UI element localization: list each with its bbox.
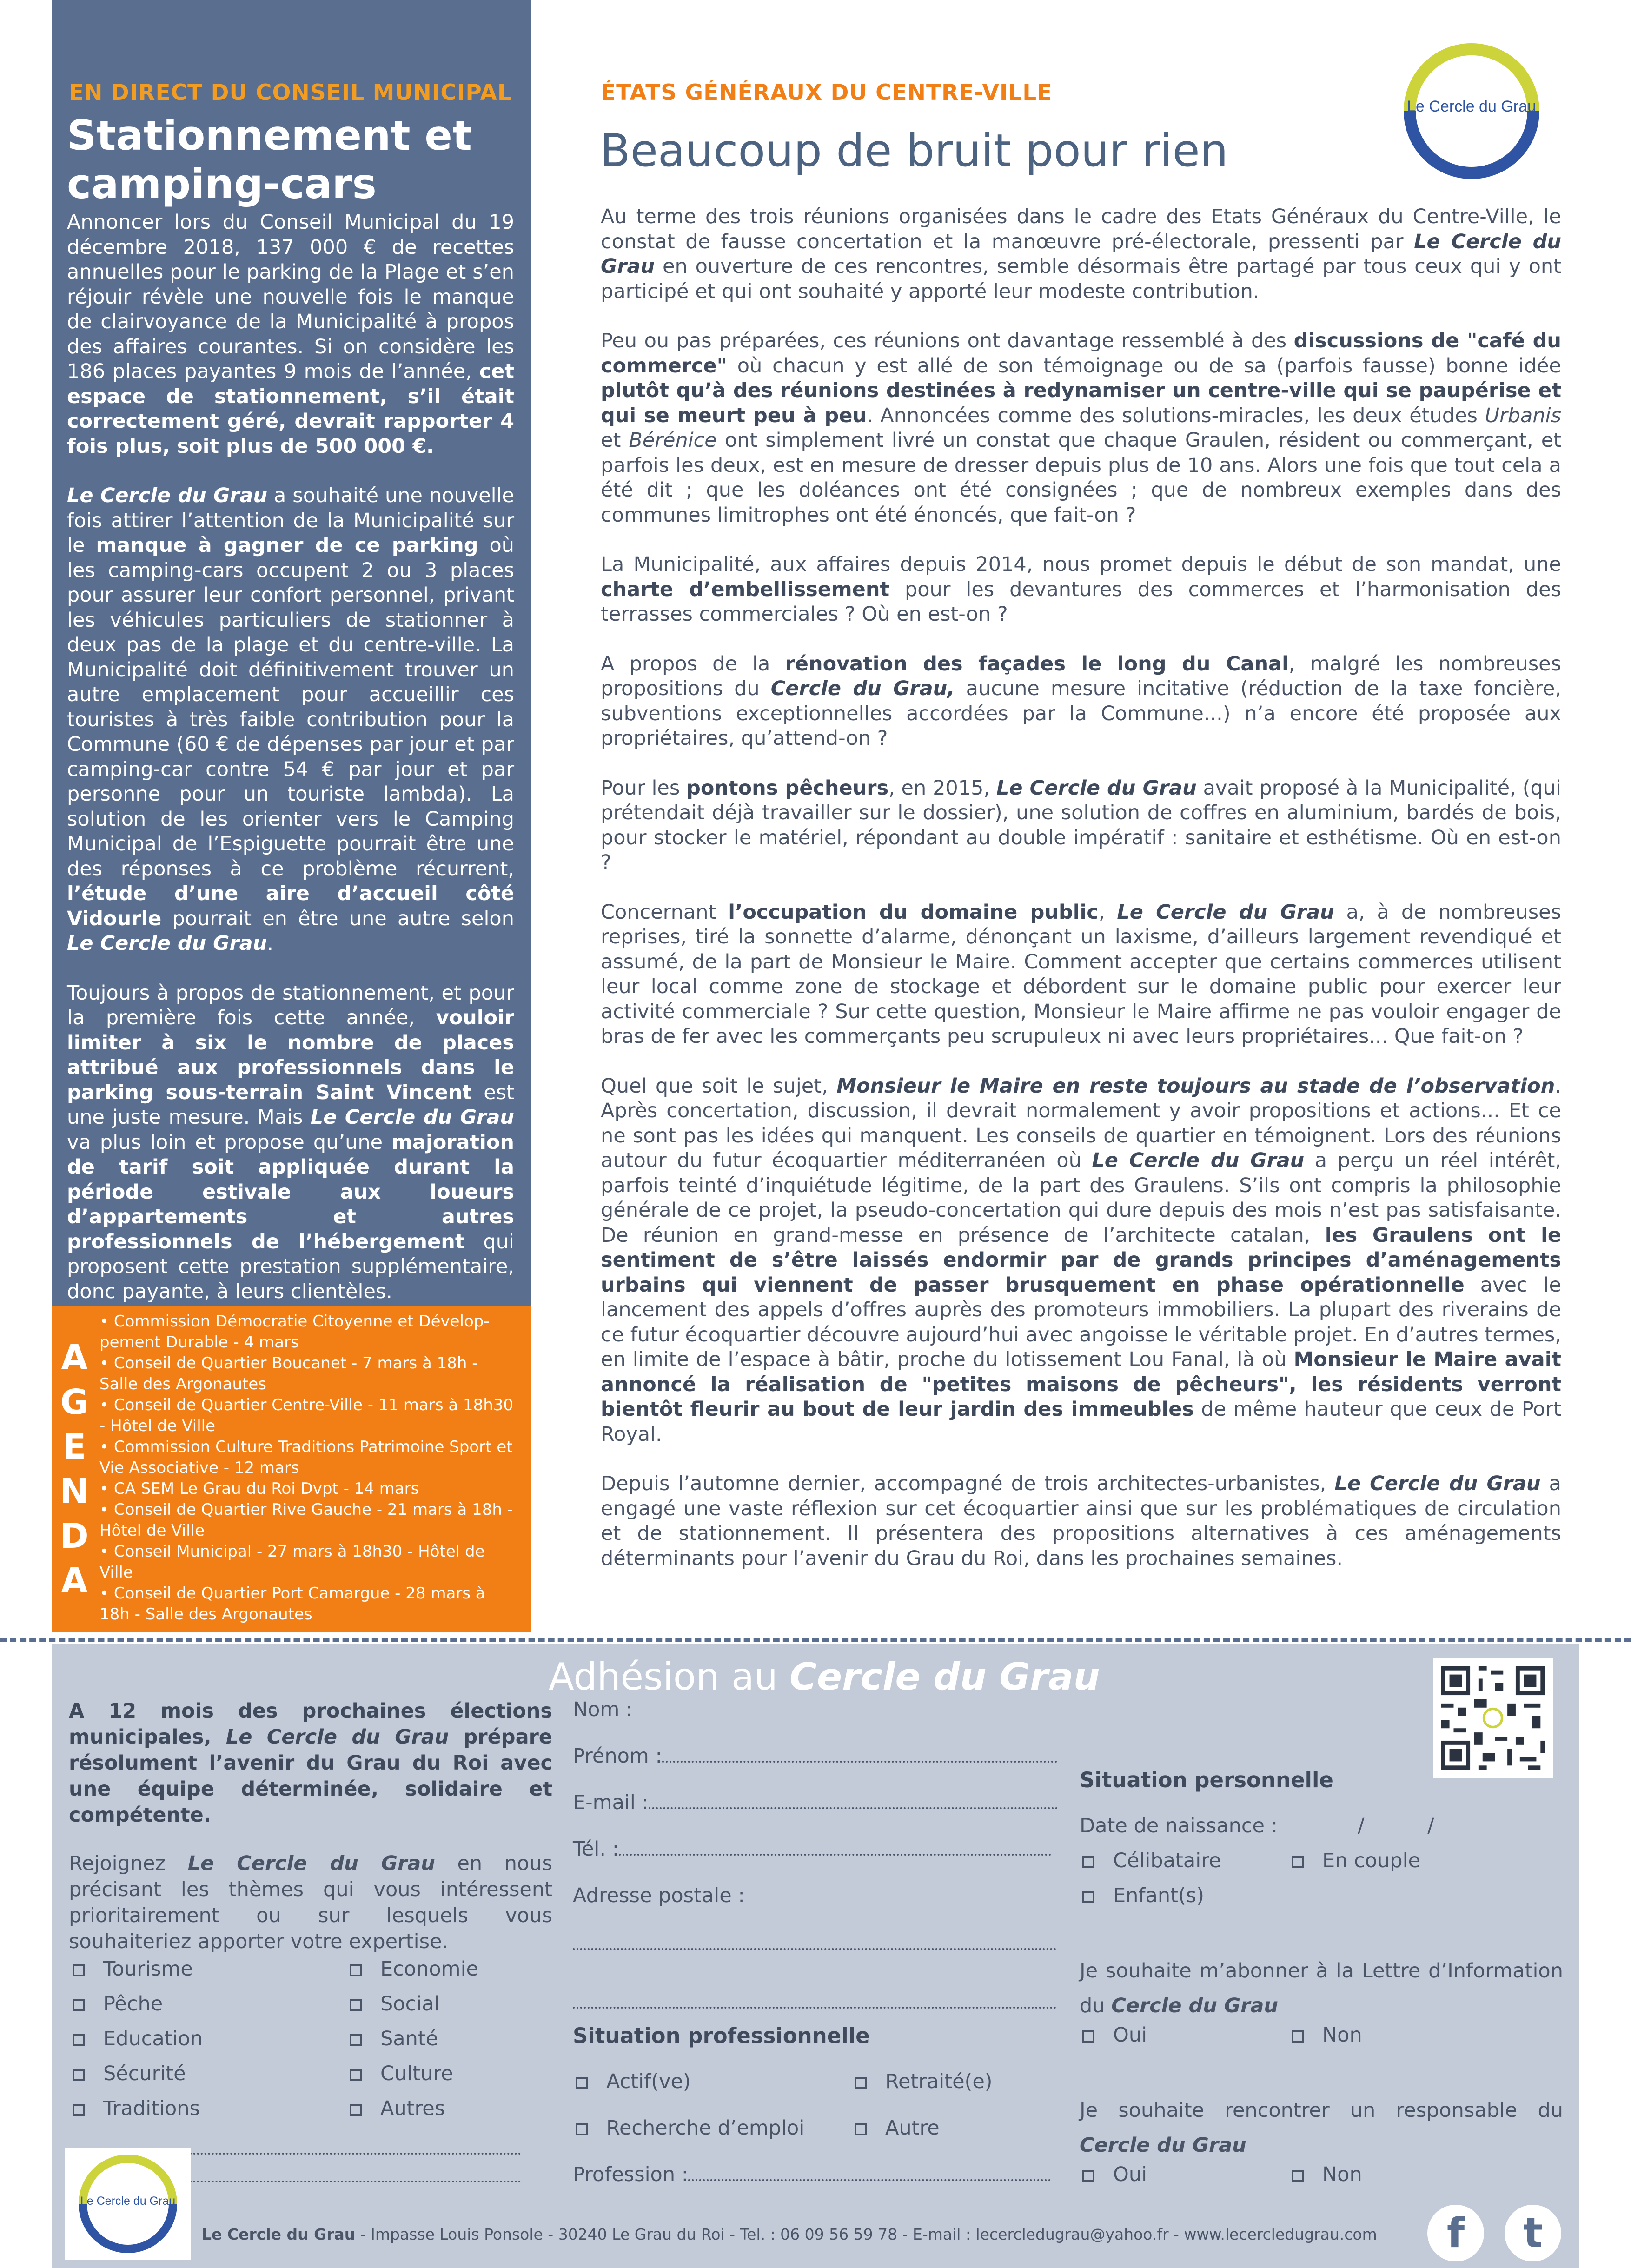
article-paragraph: [601, 900, 1561, 1049]
checkbox-icon[interactable]: [1292, 2030, 1304, 2043]
text-run: a perçu un réel intérêt, parfois teinté d’inquiétude légitime, de la part des Graulens. S’ils ont compris la philosophie générale de ce projet, la pseudo-concertation qui dure depuis des mois n’est pas satisfaisante. De réunion en grand-messe en présence de l’architecte catalan,: [601, 1149, 1561, 1247]
agenda-letter: E: [62, 1427, 86, 1467]
sidebar-paragraph: [67, 484, 514, 956]
text-run-brand: Le Cercle du Grau: [1092, 1149, 1305, 1172]
adresse-line[interactable]: [573, 1948, 1056, 1950]
text-run-bold: discussions de "café du commerce": [601, 329, 1561, 378]
text-run-bold: charte d’embellissement: [601, 577, 890, 601]
field-line[interactable]: [649, 1807, 1058, 1809]
text-run: A 12 mois des prochaines élections municipales,: [69, 1699, 552, 1749]
theme-checkbox-traditions[interactable]: [73, 2097, 200, 2120]
checkbox-label: Pêche: [103, 1992, 163, 2016]
checkbox-icon[interactable]: [855, 2123, 867, 2135]
cut-line-divider: [0, 1638, 1631, 1642]
text-run: et: [601, 429, 629, 452]
text-run-brand: Le Cercle du Grau: [601, 230, 1561, 278]
text-run: aucune mesure incitative (réduction de la taxe foncière, subventions exceptionnelles accordées par la Commune...) n’a encore été proposée aux propriétaires, qu’attend-on ?: [601, 677, 1561, 750]
agenda-item: • Commission Démocratie Citoyenne et Dévelop-pement Durable - 4 mars: [99, 1312, 490, 1352]
article-paragraph: [601, 1472, 1561, 1571]
text-run-bold: l’occupation du domaine public: [728, 900, 1099, 924]
text-run-brand: Le Cercle du Grau: [225, 1725, 449, 1749]
theme-checkbox-social[interactable]: [350, 1992, 440, 2016]
text-run-brand: Le Cercle du Grau: [67, 484, 268, 507]
text-run: où les camping-cars occupent 2 ou 3 places pour assurer leur confort personnel, privant les véhicules particuliers de stationner à deux pas de la plage et du centre-ville. La Municipalité doit définitivement trouver un autre emplacement pour accueillir ces touristes à très faible contribution pour la Commune (60 € de dépenses par jour et par camping-car contre 54 € par jour et par personne pour un touriste lambda). La solution de les orienter vers le Camping Municipal de l’Espiguette pourrait être une des réponses à ce problème récurrent,: [67, 534, 515, 881]
text-run: , en 2015,: [888, 776, 996, 800]
text-run: Je souhaite m’abonner à la Lettre d’Information du: [1080, 1959, 1563, 2017]
text-run-bold: Le Cercle du Grau: [202, 2225, 356, 2243]
checkbox-icon[interactable]: [350, 2034, 362, 2046]
text-run-italic: Bérénice: [629, 429, 717, 452]
text-run: a souhaité une nouvelle fois attirer l’attention de la Municipalité sur le: [67, 484, 514, 557]
adresse-field[interactable]: [573, 1884, 745, 1907]
sidebar-paragraph: [67, 981, 514, 1305]
checkbox-icon[interactable]: [73, 2034, 85, 2046]
tel-field[interactable]: [573, 1837, 1051, 1861]
text-run-brand: Le Cercle du Grau: [67, 932, 267, 955]
text-run-bold: cet espace de stationnement, s’il était correctement géré, devrait rapporter 4 fois plus, soit plus de 500 000 €.: [67, 360, 514, 458]
text-run: avait proposé à la Municipalité, (qui prétendait déjà travailler sur le dossier), une solution de coffres en aluminium, bardés de bois, pour stocker le matériel, répondant au double impératif : sanitaire et esthétisme. Où en est-on ?: [601, 776, 1561, 874]
meet-checkbox-oui[interactable]: [1082, 2163, 1147, 2186]
article-kicker: ÉTATS GÉNÉRAUX DU CENTRE-VILLE: [601, 80, 1053, 106]
perso-checkbox-celibataire[interactable]: [1082, 1849, 1221, 1872]
field-label: Adresse postale :: [573, 1884, 745, 1907]
checkbox-icon[interactable]: [1082, 1856, 1094, 1868]
sidebar-title: Stationnement et camping-cars: [67, 112, 472, 208]
facebook-icon[interactable]: f: [1427, 2205, 1484, 2261]
article-paragraph: [601, 329, 1561, 528]
theme-checkbox-autres[interactable]: [350, 2097, 445, 2120]
theme-checkbox-tourisme[interactable]: [73, 1957, 193, 1981]
meet-question: [1080, 2093, 1563, 2163]
text-run: Concernant: [601, 900, 729, 924]
checkbox-label: Sécurité: [103, 2062, 186, 2085]
agenda-item: • Conseil de Quartier Centre-Ville - 11 mars à 18h30 - Hôtel de Ville: [99, 1396, 514, 1435]
checkbox-label: Retraité(e): [885, 2070, 993, 2093]
text-run: prépare résolument l’avenir du Grau du Roi avec une équipe déterminée, solidaire et compétente.: [69, 1725, 552, 1827]
article-paragraph: [601, 552, 1561, 627]
field-line[interactable]: [688, 2179, 1051, 2181]
pro-checkbox-retraite[interactable]: [855, 2070, 993, 2093]
agenda-vertical-title: [56, 1335, 93, 1603]
twitter-icon[interactable]: t: [1505, 2205, 1561, 2261]
field-label: Tél. :: [573, 1837, 619, 1861]
text-run: .: [267, 932, 273, 955]
checkbox-icon[interactable]: [350, 2104, 362, 2116]
text-run-brand: Le Cercle du Grau: [996, 776, 1197, 800]
article-paragraph: [601, 1074, 1561, 1447]
checkbox-label: Economie: [380, 1957, 478, 1981]
text-run: Peu ou pas préparées, ces réunions ont davantage ressemblé à des: [601, 329, 1294, 352]
text-run: qui proposent cette prestation supplémentaire, donc payante, à leurs clientèles.: [67, 1230, 514, 1303]
cercle-logo: [1399, 39, 1544, 183]
newsletter-checkbox-oui[interactable]: [1082, 2023, 1147, 2047]
field-line[interactable]: [662, 1761, 1057, 1763]
checkbox-icon[interactable]: [1082, 2030, 1094, 2043]
text-run-bold: les Graulens ont le sentiment de s’être laissés endormir par de grands principes d’aménagements urbains qui viennent de passer brusquement en phase opérationnelle: [601, 1223, 1561, 1297]
theme-checkbox-economie[interactable]: [350, 1957, 478, 1981]
text-run-italic: Urbanis: [1485, 404, 1561, 427]
text-run: va plus loin et propose qu’une: [67, 1130, 392, 1154]
text-run: - Impasse Louis Ponsole - 30240 Le Grau du Roi - Tel. : 06 09 56 59 78 - E-mail : lecercledugrau@yahoo.fr - www.lecercledugrau.com: [355, 2225, 1377, 2243]
text-run-brand: Le Cercle du Grau: [310, 1106, 514, 1129]
pro-checkbox-actif[interactable]: [576, 2070, 691, 2093]
article-paragraph: [601, 652, 1561, 751]
text-run: ,: [1098, 900, 1117, 924]
form-intro: [69, 1698, 552, 1977]
text-run: ont simplement livré un constat que chaque Graulen, résident ou commerçant, et parfois les deux, est en mesure de dresser depuis plus de 10 ans. Alors une fois que tout cela a été dit ; que les doléances ont été consignées ; que de nombreux exemples dans des communes limitrophes ont été énoncés, que fait-on ?: [601, 429, 1562, 527]
text-run: Adhésion au: [549, 1655, 790, 1698]
checkbox-icon[interactable]: [73, 1999, 85, 2011]
text-run-bold: Monsieur le Maire avait annoncé la réalisation de "petites maisons de pêcheurs", les résidents verront bientôt fleurir au bout de leur jardin des immeubles: [601, 1348, 1561, 1421]
checkbox-icon[interactable]: [350, 1964, 362, 1976]
checkbox-label: Oui: [1113, 2023, 1147, 2047]
free-text-line[interactable]: [186, 2181, 521, 2182]
agenda-letter: G: [60, 1382, 89, 1422]
text-run: Au terme des trois réunions organisées dans le cadre des Etats Généraux du Centre-Ville, le constat de fausse concertation et la manœuvre pré-électorale, pressenti par: [601, 205, 1561, 253]
checkbox-label: En couple: [1322, 1849, 1420, 1872]
text-run-bold: pontons pêcheurs: [686, 776, 889, 800]
text-run-brand: Cercle du Grau: [1080, 2134, 1246, 2157]
agenda-letter: A: [61, 1561, 88, 1601]
agenda-letter: D: [60, 1516, 89, 1556]
checkbox-icon[interactable]: [1082, 2170, 1094, 2182]
text-run: A propos de la: [601, 652, 785, 676]
text-run: avec le lancement des appels d’offres auprès des promoteurs immobiliers. La plupart des riverains de ce futur écoquartier découvre aujourd’hui avec angoisse le véritable projet. En d’autres termes, en limite de l’espace à bâtir, proche du lotissement Lou Fanal, là où: [601, 1273, 1561, 1371]
checkbox-icon[interactable]: [73, 2104, 85, 2116]
pro-checkbox-autre[interactable]: [855, 2116, 940, 2140]
text-run-brand: Le Cercle du Grau: [1334, 1472, 1541, 1495]
qr-code-icon: [1433, 1658, 1553, 1778]
agenda-item: • Conseil de Quartier Boucanet - 7 mars à 18h - Salle des Argonautes: [99, 1354, 478, 1393]
agenda-letter: N: [60, 1472, 89, 1512]
perso-checkbox-en-couple[interactable]: [1292, 1849, 1420, 1872]
birthdate-separator: /: [1358, 1814, 1365, 1837]
agenda-list: [99, 1311, 518, 1625]
pro-checkbox-recherche[interactable]: [576, 2116, 804, 2140]
birthdate-separator: /: [1427, 1814, 1434, 1837]
text-run: . Après concertation, discussion, il devrait normalement y avoir propositions et actions... Et ce ne sont pas les idées qui manquent. Les conseils de quartier en témoignent. Lors des réunions autour du futur écoquartier méditerranéen où: [601, 1074, 1561, 1172]
agenda-item: • Conseil de Quartier Rive Gauche - 21 mars à 18h - Hôtel de Ville: [99, 1500, 513, 1540]
article-paragraph: [601, 205, 1561, 304]
field-label: Date de naissance :: [1080, 1814, 1278, 1837]
prenom-field[interactable]: [573, 1744, 1057, 1768]
text-run: en nous précisant les thèmes qui vous intéressent prioritairement ou sur lesquels vous souhaiteriez apporter votre expertise.: [69, 1852, 552, 1953]
theme-checkbox-peche[interactable]: [73, 1992, 163, 2016]
checkbox-icon[interactable]: [350, 1999, 362, 2011]
text-run-brand: Le Cercle du Grau: [1117, 900, 1334, 924]
checkbox-label: Santé: [380, 2027, 438, 2050]
checkbox-label: Actif(ve): [606, 2070, 691, 2093]
checkbox-icon[interactable]: [73, 2069, 85, 2081]
checkbox-label: Tourisme: [103, 1957, 193, 1981]
text-run-bold: l’étude d’une aire d’accueil côté Vidourle: [67, 882, 514, 930]
text-run: Toujours à propos de stationnement, et pour la première fois cette année,: [67, 981, 514, 1029]
logo-text: Le Cercle du Grau: [1407, 98, 1536, 115]
agenda-item: • Conseil Municipal - 27 mars à 18h30 - Hôtel de Ville: [99, 1542, 485, 1582]
text-run: a engagé une vaste réflexion sur cet écoquartier ainsi que sur les problématiques de circulation et de stationnement. Il présentera des propositions alternatives à ces aménagements déterminants pour l’avenir du Grau du Roi, dans les prochaines semaines.: [601, 1472, 1561, 1570]
text-run: , malgré les nombreuses propositions du: [601, 652, 1562, 700]
form-intro-paragraph: [69, 1698, 552, 1828]
field-label: Nom :: [573, 1698, 633, 1721]
text-run: La Municipalité, aux affaires depuis 2014, nous promet depuis le début de son mandat, une: [601, 553, 1561, 576]
article-paragraph: [601, 776, 1561, 875]
profession-field[interactable]: [573, 2163, 1051, 2186]
theme-checkbox-sante[interactable]: [350, 2027, 438, 2050]
text-run-bold: rénovation des façades le long du Canal: [785, 652, 1289, 676]
text-run-bold: plutôt qu’à des réunions destinées à redynamiser un centre-ville qui se paupérise et qui se meurt peu à peu: [601, 379, 1561, 427]
form-title: [549, 1655, 1200, 1698]
checkbox-label: Oui: [1113, 2163, 1147, 2186]
text-run: Quel que soit le sujet,: [601, 1074, 837, 1098]
text-run: où chacun y est allé de son témoignage ou de sa (parfois fausse) bonne idée: [727, 354, 1561, 378]
nom-field[interactable]: [573, 1698, 633, 1721]
newsletter-question: [1080, 1954, 1563, 2023]
text-run: a, à de nombreuses reprises, tiré la sonnette d’alarme, dénonçant un laxisme, d’ailleurs largement revendiqué et assumé, de la part de Monsieur le Maire. Comment accepter que certains commerces utilisent leur local comme zone de stockage et débordent sur le domaine public pour exercer leur activité commerciale ? Sur cette question, Monsieur le Maire affirme ne pas vouloir engager de bras de fer avec les commerçants peu scrupuleux ni avec leurs propriétaires... Que fait-on ?: [601, 900, 1561, 1048]
theme-checkbox-securite[interactable]: [73, 2062, 186, 2085]
checkbox-icon[interactable]: [576, 2077, 588, 2089]
qr-code[interactable]: [1433, 1658, 1553, 1778]
birthdate-field[interactable]: [1080, 1814, 1278, 1837]
theme-checkbox-culture[interactable]: [350, 2062, 453, 2085]
adresse-line[interactable]: [573, 2007, 1056, 2009]
text-run-brand: Cercle du Grau: [789, 1655, 1100, 1698]
text-run: en ouverture de ces rencontres, semble désormais être partagé par tous ceux qui y ont participé et qui ont souhaité y apporté leur modeste contribution.: [601, 255, 1561, 303]
checkbox-icon[interactable]: [73, 1964, 85, 1976]
sidebar-paragraph: [67, 210, 514, 459]
checkbox-icon[interactable]: [1292, 2170, 1304, 2182]
field-line[interactable]: [619, 1854, 1051, 1856]
checkbox-label: Social: [380, 1992, 440, 2016]
checkbox-icon[interactable]: [855, 2077, 867, 2089]
situation-perso-title: Situation personnelle: [1080, 1768, 1333, 1792]
text-run-brand: Cercle du Grau,: [770, 677, 955, 700]
agenda-letter: A: [61, 1338, 88, 1378]
agenda-item: • Commission Culture Traditions Patrimoine Sport et Vie Associative - 12 mars: [99, 1438, 513, 1477]
checkbox-label: Non: [1322, 2163, 1362, 2186]
checkbox-label: Culture: [380, 2062, 453, 2085]
checkbox-label: Recherche d’emploi: [606, 2116, 805, 2140]
text-run-brand: Monsieur le Maire en reste toujours au stade de l’observation: [836, 1074, 1555, 1098]
text-run: pour les devantures des commerces et l’harmonisation des terrasses commerciales ? Où en est-on ?: [601, 577, 1561, 626]
theme-checkbox-education[interactable]: [73, 2027, 203, 2050]
text-run: Annoncer lors du Conseil Municipal du 19 décembre 2018, 137 000 € de recettes annuelles pour le parking de la Plage et s’en réjouir révèle une nouvelle fois le manque de clairvoyance de la Municipalité à propos des affaires courantes. Si on considère les 186 places payantes 9 mois de l’année,: [67, 211, 514, 383]
field-label: Prénom :: [573, 1744, 662, 1768]
situation-pro-title: Situation professionnelle: [573, 2023, 870, 2048]
sidebar-kicker: EN DIRECT DU CONSEIL MUNICIPAL: [69, 80, 512, 106]
checkbox-label: Autres: [380, 2097, 445, 2120]
text-run-bold: vouloir limiter à six le nombre de places attribué aux professionnels dans le parking sous-terrain Saint Vincent: [67, 1006, 514, 1104]
text-run-bold: manque à gagner de ce parking: [96, 534, 478, 557]
sidebar-body: [67, 210, 514, 1329]
checkbox-icon[interactable]: [350, 2069, 362, 2081]
text-run: pourrait en être une autre selon: [161, 907, 514, 930]
text-run: Pour les: [601, 776, 687, 800]
agenda-item: • Conseil de Quartier Port Camargue - 28 mars à 18h - Salle des Argonautes: [99, 1584, 485, 1624]
logo-text: Le Cercle du Grau: [80, 2195, 176, 2208]
checkbox-icon[interactable]: [1082, 1891, 1094, 1903]
meet-checkbox-non[interactable]: [1292, 2163, 1362, 2186]
article-title: Beaucoup de bruit pour rien: [600, 125, 1228, 177]
text-run-bold: majoration de tarif soit appliquée durant la période estivale aux loueurs d’appartements et autres professionnels de l’hébergement: [67, 1130, 514, 1253]
text-run: est une juste mesure. Mais: [67, 1081, 514, 1129]
text-run: Rejoignez: [69, 1852, 188, 1875]
email-field[interactable]: [573, 1791, 1058, 1814]
checkbox-icon[interactable]: [576, 2123, 588, 2135]
form-join-paragraph: [69, 1850, 552, 1955]
article-body: [601, 205, 1561, 1596]
newsletter-checkbox-non[interactable]: [1292, 2023, 1362, 2047]
perso-checkbox-enfants[interactable]: [1082, 1884, 1204, 1907]
text-run-brand: Cercle du Grau: [1111, 1994, 1278, 2017]
checkbox-label: Non: [1322, 2023, 1362, 2047]
text-run-brand: Le Cercle du Grau: [187, 1852, 435, 1875]
agenda-item: • CA SEM Le Grau du Roi Dvpt - 14 mars: [99, 1479, 419, 1498]
checkbox-icon[interactable]: [1292, 1856, 1304, 1868]
checkbox-label: Célibataire: [1113, 1849, 1221, 1872]
footer-contact: [202, 2225, 1392, 2243]
free-text-line[interactable]: [186, 2153, 521, 2155]
text-run: de même hauteur que ceux de Port Royal.: [601, 1398, 1561, 1446]
text-run: Depuis l’automne dernier, accompagné de trois architectes-urbanistes,: [601, 1472, 1335, 1495]
field-label: Profession :: [573, 2163, 689, 2186]
checkbox-label: Education: [103, 2027, 203, 2050]
checkbox-label: Enfant(s): [1113, 1884, 1204, 1907]
cercle-logo-small: [65, 2148, 191, 2260]
checkbox-label: Autre: [885, 2116, 940, 2140]
field-label: E-mail :: [573, 1791, 649, 1814]
text-run: Je souhaite rencontrer un responsable du: [1080, 2099, 1563, 2122]
checkbox-label: Traditions: [103, 2097, 200, 2120]
text-run: . Annoncées comme des solutions-miracles, les deux études: [867, 404, 1485, 427]
